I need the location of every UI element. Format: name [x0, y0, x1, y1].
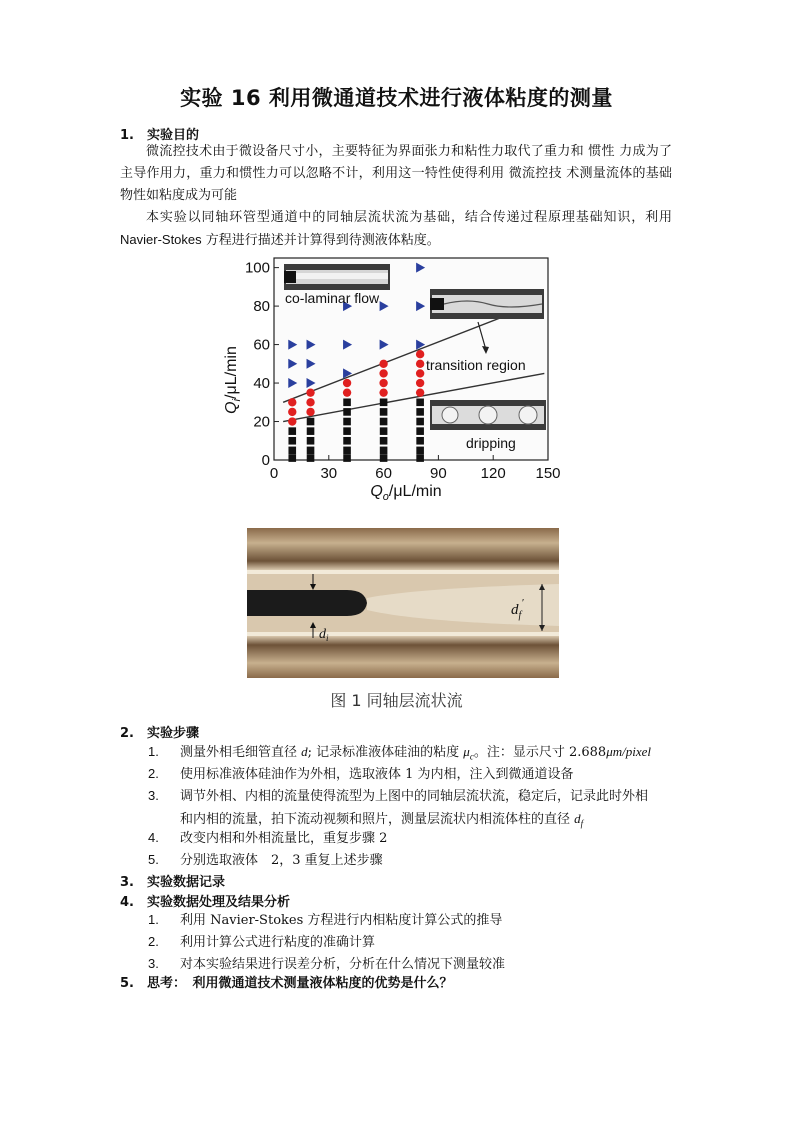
section-3-heading [120, 871, 225, 890]
x-tick-label: 30 [320, 465, 338, 482]
di-subscript: i [326, 633, 329, 643]
point-dripping [416, 437, 424, 445]
coaxial-flow-photo [247, 528, 559, 678]
point-dripping [288, 427, 296, 435]
point-dripping [288, 437, 296, 445]
point-transition [343, 388, 351, 396]
step-text: 对本实验结果进行误差分析，分析在什么情况下测量较准 [180, 957, 506, 972]
step-number: 1. [148, 744, 159, 759]
y-tick-label: 40 [253, 375, 270, 393]
point-dripping [416, 408, 424, 416]
point-dripping [416, 418, 424, 426]
step-2 [148, 763, 678, 786]
step-number: 4. [148, 830, 159, 845]
point-dripping [380, 437, 388, 445]
point-dripping [307, 418, 315, 426]
df-subscript: f [518, 610, 522, 621]
section-title: 实验数据记录 [147, 875, 226, 890]
step-number: 1. [148, 912, 159, 927]
droplet-icon [442, 407, 458, 423]
step-text: 利用计算公式进行粘度的准确计算 [180, 935, 376, 950]
paragraph-purpose-2 [120, 207, 672, 252]
point-dripping [380, 398, 388, 406]
step-5 [148, 849, 678, 872]
point-dripping [380, 447, 388, 455]
y-tick-label: 80 [253, 298, 270, 316]
df-prime: ′ [521, 597, 524, 609]
section-title: 实验步骤 [147, 726, 200, 741]
droplet-icon [519, 406, 537, 424]
section-title: 实验目的 [147, 128, 200, 143]
x-axis-label [370, 483, 441, 503]
y-tick-label: 100 [244, 259, 270, 277]
section-title: 实验数据处理及结果分析 [147, 895, 291, 910]
point-dripping [380, 418, 388, 426]
point-dripping [416, 398, 424, 406]
step-variable: d [574, 811, 581, 826]
point-dripping [307, 454, 315, 462]
point-dripping [343, 408, 351, 416]
x-axis-unit: /μL/min [388, 483, 442, 500]
point-dripping [416, 454, 424, 462]
point-transition [306, 408, 314, 416]
df-symbol: d [511, 602, 519, 618]
y-tick-label: 0 [261, 452, 270, 469]
point-transition [416, 388, 424, 396]
step-number: 2. [148, 766, 159, 781]
page-title: 实验 16 利用微通道技术进行液体粘度的测量 [180, 86, 613, 110]
point-transition [343, 379, 351, 387]
point-dripping [380, 427, 388, 435]
co-laminar-inset-tip [284, 271, 296, 283]
step-variable: μ [463, 744, 470, 759]
x-axis-subscript: o [382, 491, 389, 503]
step-number: 2. [148, 934, 159, 949]
step-subscript: c [469, 751, 474, 762]
step-unit: μm/pixel [606, 744, 651, 759]
step-text: 改变内相和外相流量比，重复步骤 2 [180, 831, 388, 846]
paragraph-text: 本实验以同轴环管型通道中的同轴层流状流为基础，结合传递过程原理基础知识，利用 [146, 210, 672, 225]
point-transition [379, 388, 387, 396]
point-transition [288, 408, 296, 416]
point-transition [379, 369, 387, 377]
y-axis-subscript: i [231, 398, 243, 402]
point-dripping [343, 418, 351, 426]
point-transition [288, 417, 296, 425]
droplet-icon [479, 406, 497, 424]
y-axis-label [223, 346, 243, 414]
point-dripping [343, 398, 351, 406]
point-dripping [288, 454, 296, 462]
paragraph-text: 方程进行描述并计算得到待测液体粘度。 [201, 233, 440, 248]
analysis-2 [148, 931, 678, 954]
co-laminar-inset-core [286, 273, 388, 279]
step-number: 3. [148, 788, 159, 803]
point-dripping [343, 427, 351, 435]
y-axis-unit: /μL/min [223, 346, 240, 399]
step-text: 使用标准液体硅油作为外相，选取液体 1 为内相，注入到微通道设备 [180, 767, 574, 782]
x-tick-label: 0 [269, 465, 279, 482]
figure-caption: 图 1 同轴层流状流 [330, 691, 463, 710]
step-text: 分别选取液体 2，3 重复上述步骤 [180, 853, 383, 868]
point-dripping [307, 427, 315, 435]
point-transition [416, 369, 424, 377]
step-4 [148, 827, 678, 850]
di-symbol: d [319, 627, 326, 642]
flow-regime-chart [218, 254, 561, 504]
step-text: 利用 Navier-Stokes 方程进行内相粘度计算公式的推导 [180, 913, 503, 928]
point-transition [306, 398, 314, 406]
step-number: 3. [148, 956, 159, 971]
annotation-co-laminar: co-laminar flow [285, 290, 380, 306]
inner-capillary-tip [247, 590, 367, 616]
section-number: 2. [120, 726, 134, 741]
x-tick-label: 120 [480, 465, 506, 482]
point-dripping [288, 447, 296, 455]
step-text: 。注：显示尺寸 2.688 [473, 745, 607, 760]
step-number: 5. [148, 852, 159, 867]
x-tick-label: 150 [535, 465, 561, 482]
paragraph-purpose-1: 微流控技术由于微设备尺寸小，主要特征为界面张力和粘性力取代了重力和 惯性 力成为了主导作用力，重力和惯性力可以忽略不计，利用这一特性使得利用 微流控技 术测量流体的基础物性如粘度成为可能 [120, 144, 672, 203]
step-text: ; 记录标准液体硅油的粘度 [307, 745, 464, 760]
section-number: 3. [120, 875, 134, 890]
y-axis-symbol: Q [223, 401, 240, 414]
point-transition [288, 398, 296, 406]
annotation-transition: transition region [426, 357, 526, 373]
point-transition [416, 360, 424, 368]
y-tick-label: 20 [253, 413, 270, 431]
paragraph-latin-term: Navier-Stokes [120, 232, 202, 247]
point-dripping [343, 437, 351, 445]
point-dripping [307, 437, 315, 445]
section-number: 4. [120, 895, 134, 910]
point-dripping [380, 454, 388, 462]
inner-wall-highlight [247, 570, 559, 574]
section-4-heading [120, 891, 290, 910]
step-text: 调节外相、内相的流量使得流型为上图中的同轴层流状流，稳定后，记录此时外相 [180, 789, 649, 804]
y-tick-label: 60 [253, 336, 270, 354]
point-transition [416, 379, 424, 387]
section-5-heading [120, 972, 453, 991]
point-transition [416, 350, 424, 358]
x-tick-label: 60 [375, 465, 392, 482]
point-dripping [380, 408, 388, 416]
point-dripping [307, 447, 315, 455]
section-number: 1. [120, 128, 134, 143]
point-dripping [343, 454, 351, 462]
inner-wall-highlight [247, 632, 559, 636]
section-2-heading [120, 722, 199, 741]
step-variable: d [301, 744, 308, 759]
step-text: 测量外相毛细管直径 [180, 745, 302, 760]
point-transition [379, 379, 387, 387]
step-subscript: f [580, 818, 584, 829]
point-dripping [416, 427, 424, 435]
point-transition [379, 360, 387, 368]
x-axis-symbol: Q [370, 483, 383, 500]
point-dripping [343, 447, 351, 455]
x-tick-label: 90 [430, 465, 447, 482]
analysis-1 [148, 909, 678, 932]
annotation-dripping: dripping [466, 435, 516, 451]
step-text: 和内相的流量，拍下流动视频和照片，测量层流状内相流体柱的直径 [180, 812, 575, 827]
transition-inset-tip [430, 298, 444, 310]
point-dripping [416, 447, 424, 455]
section-title: 思考： 利用微通道技术测量液体粘度的优势是什么？ [147, 976, 453, 991]
section-number: 5. [120, 976, 134, 991]
point-transition [306, 388, 314, 396]
